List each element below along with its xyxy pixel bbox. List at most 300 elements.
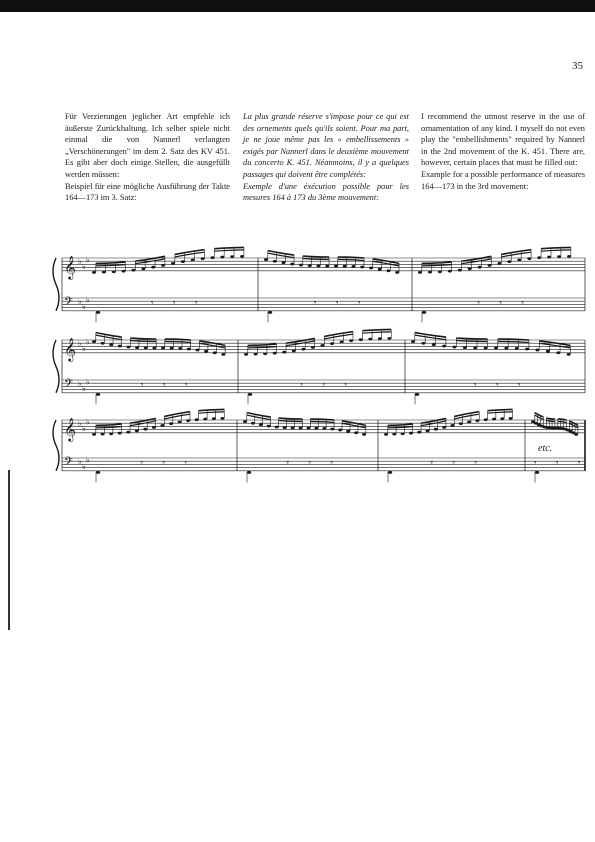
note-beam <box>255 417 263 419</box>
note-head <box>178 421 182 424</box>
note-head <box>442 345 446 348</box>
note-beam <box>415 333 425 335</box>
key-signature-flat: ♭ <box>78 297 82 307</box>
rest: 𝄾 <box>141 381 144 391</box>
note-beam <box>164 417 173 419</box>
note-head <box>500 417 504 420</box>
french-text-column <box>243 111 409 204</box>
note-head <box>311 346 315 349</box>
note-beam <box>255 414 263 416</box>
note-head <box>178 347 182 350</box>
note-head <box>259 423 263 426</box>
rest: 𝄾 <box>162 459 165 469</box>
bass-note <box>388 471 392 474</box>
note-head <box>343 265 347 268</box>
note-beam <box>199 413 208 414</box>
note-beam <box>373 261 382 262</box>
note-head <box>453 346 457 349</box>
note-beam <box>175 253 185 255</box>
note-head <box>525 348 529 351</box>
note-head <box>411 340 415 343</box>
english-text-column <box>421 111 585 192</box>
rest: 𝄾 <box>185 381 188 391</box>
note-head <box>267 425 271 428</box>
note-head <box>299 264 303 267</box>
note-head <box>171 262 175 265</box>
rest: 𝄾 <box>173 299 176 309</box>
note-head <box>463 346 467 349</box>
note-head <box>144 346 148 349</box>
system-brace <box>53 258 59 311</box>
note-beam <box>572 425 575 427</box>
note-beam <box>199 410 208 411</box>
key-signature-flat: ♭ <box>86 295 90 305</box>
note-head <box>230 255 234 258</box>
rest: 𝄾 <box>499 299 502 309</box>
note-beam <box>358 424 366 426</box>
note-beam <box>324 337 334 339</box>
note-head <box>459 422 463 425</box>
note-beam <box>550 345 560 347</box>
note-head <box>317 264 321 267</box>
system-brace <box>53 340 59 393</box>
note-head <box>307 427 311 430</box>
note-beam <box>173 413 182 415</box>
note-head <box>369 267 373 270</box>
note-beam <box>181 414 190 415</box>
treble-clef: 𝄞 <box>64 254 76 279</box>
note-head <box>504 347 508 350</box>
note-beam <box>521 250 531 251</box>
note-head <box>191 259 195 262</box>
note-beam <box>442 265 452 266</box>
note-head <box>102 271 106 274</box>
note-head <box>112 270 116 273</box>
note-head <box>204 350 208 353</box>
note-head <box>126 431 130 434</box>
note-head <box>334 265 338 268</box>
note-head <box>220 256 224 259</box>
rest: 𝄾 <box>286 459 289 469</box>
note-head <box>484 418 488 421</box>
note-head <box>92 433 96 436</box>
note-beam <box>267 347 277 348</box>
note-head <box>509 417 513 420</box>
bass-note <box>422 311 426 314</box>
note-head <box>290 263 294 266</box>
rest: 𝄾 <box>140 459 143 469</box>
note-beam <box>564 422 567 423</box>
note-head <box>152 347 156 350</box>
note-beam <box>541 416 544 417</box>
note-beam <box>195 252 205 253</box>
key-signature-flat: ♭ <box>86 337 90 347</box>
note-beam <box>471 414 479 415</box>
rest: 𝄾 <box>534 459 537 469</box>
rest: 𝄾 <box>474 381 477 391</box>
rest: 𝄾 <box>477 299 480 309</box>
note-beam <box>326 419 334 420</box>
note-head <box>170 347 174 350</box>
note-beam <box>429 420 437 422</box>
bass-clef: 𝄢 <box>64 377 74 394</box>
note-head <box>314 427 318 430</box>
bass-note <box>535 471 539 474</box>
key-signature-flat: ♭ <box>78 379 82 389</box>
note-beam <box>535 413 538 415</box>
note-beam <box>326 422 334 423</box>
note-head <box>401 432 405 435</box>
note-beam <box>214 248 224 249</box>
bass-note <box>415 393 419 396</box>
note-head <box>101 342 105 345</box>
rest: 𝄾 <box>556 459 559 469</box>
note-beam <box>436 336 446 337</box>
key-signature-flat: ♭ <box>82 262 86 271</box>
note-beam <box>454 415 462 417</box>
note-head <box>282 351 286 354</box>
note-beam <box>382 260 391 262</box>
key-signature-flat: ♭ <box>86 377 90 387</box>
note-head <box>212 417 216 420</box>
note-beam <box>164 415 173 417</box>
note-head <box>301 348 305 351</box>
note-head <box>135 346 139 349</box>
key-signature-flat: ♭ <box>82 344 86 353</box>
note-beam <box>208 342 217 344</box>
note-head <box>152 426 156 429</box>
note-head <box>330 342 334 345</box>
top-black-bar <box>0 0 595 12</box>
note-beam <box>521 252 531 253</box>
note-beam <box>415 335 425 337</box>
note-beam <box>382 263 391 265</box>
note-beam <box>343 332 353 333</box>
rest: 𝄾 <box>521 299 524 309</box>
note-head <box>488 264 492 267</box>
note-head <box>254 353 258 356</box>
note-head <box>346 430 350 433</box>
note-head <box>467 421 471 424</box>
rest: 𝄾 <box>358 299 361 309</box>
note-head <box>527 257 531 260</box>
note-beam <box>334 333 344 335</box>
note-head <box>275 426 279 429</box>
rest: 𝄾 <box>518 381 521 391</box>
note-head <box>473 346 477 349</box>
note-beam <box>285 256 294 257</box>
note-head <box>127 346 131 349</box>
key-signature-flat: ♭ <box>82 384 86 393</box>
note-head <box>426 429 430 432</box>
note-beam <box>130 338 139 339</box>
note-beam <box>147 421 156 423</box>
bass-clef: 𝄢 <box>64 455 74 472</box>
note-beam <box>268 251 277 253</box>
note-head <box>484 347 488 350</box>
note-beam <box>116 265 126 266</box>
note-head <box>492 418 496 421</box>
note-beam <box>104 334 113 336</box>
note-beam <box>471 412 479 413</box>
note-head <box>498 262 502 265</box>
note-beam <box>436 338 446 339</box>
note-beam <box>185 251 195 253</box>
note-head <box>321 344 325 347</box>
note-beam <box>277 255 286 257</box>
note-beam <box>390 262 399 264</box>
note-head <box>434 428 438 431</box>
note-beam <box>539 343 549 344</box>
note-beam <box>373 259 382 260</box>
rest: 𝄾 <box>300 381 303 391</box>
note-head <box>378 268 382 271</box>
note-head <box>567 255 571 258</box>
note-beam <box>560 344 570 346</box>
note-head <box>161 347 165 350</box>
english-example-caption: Example for a possible performance of measures 164—173 in the 3rd movement: <box>421 169 585 191</box>
note-beam <box>303 256 312 257</box>
note-head <box>132 269 136 272</box>
note-beam <box>286 344 296 345</box>
note-head <box>557 255 561 258</box>
note-beam <box>355 260 364 261</box>
note-beam <box>334 336 344 338</box>
key-signature-flat: ♭ <box>82 462 86 471</box>
note-head <box>438 270 442 273</box>
note-head <box>517 259 521 262</box>
note-head <box>211 256 215 259</box>
key-signature-flat: ♭ <box>78 419 82 429</box>
note-beam <box>519 339 529 340</box>
note-head <box>354 431 358 434</box>
rest: 𝄾 <box>308 459 311 469</box>
music-score <box>0 240 595 500</box>
bass-note <box>268 311 272 314</box>
note-head <box>340 341 344 344</box>
note-beam <box>104 337 113 339</box>
note-beam <box>539 341 549 342</box>
note-beam <box>456 341 466 342</box>
note-beam <box>247 413 255 415</box>
note-beam <box>113 338 122 339</box>
note-beam <box>538 414 541 416</box>
note-head <box>418 271 422 274</box>
note-head <box>141 267 145 270</box>
note-beam <box>96 333 105 335</box>
note-beam <box>564 419 567 420</box>
note-head <box>475 419 479 422</box>
note-head <box>515 347 519 350</box>
note-head <box>101 433 105 436</box>
note-beam <box>305 341 315 343</box>
key-signature-flat: ♭ <box>82 424 86 433</box>
note-beam <box>181 412 190 413</box>
note-head <box>109 343 113 346</box>
rest: 𝄾 <box>336 299 339 309</box>
note-head <box>118 345 122 348</box>
note-beam <box>363 330 373 331</box>
rest: 𝄾 <box>578 459 581 469</box>
note-head <box>448 270 452 273</box>
note-beam <box>208 345 217 347</box>
note-head <box>221 353 225 356</box>
key-signature-flat: ♭ <box>78 257 82 267</box>
rest: 𝄾 <box>151 299 154 309</box>
note-beam <box>425 334 435 336</box>
german-text-column <box>65 111 230 204</box>
note-beam <box>182 339 191 340</box>
note-head <box>92 271 96 274</box>
note-head <box>451 424 455 427</box>
note-head <box>143 428 147 431</box>
note-beam <box>569 421 572 422</box>
note-beam <box>285 254 294 255</box>
note-head <box>195 418 199 421</box>
note-head <box>213 351 217 354</box>
note-head <box>368 338 372 341</box>
page-number: 35 <box>572 60 583 72</box>
key-signature-flat: ♭ <box>86 255 90 265</box>
note-head <box>546 350 550 353</box>
note-beam <box>404 424 412 425</box>
note-beam <box>113 427 122 428</box>
english-paragraph: I recommend the utmost reserve in the use of ornamentation of any kind. I myself do not even play the "embellishments" required by Nannerl in the 2nd movement of the K. 451. There are, however, certain places that must be filled out: <box>421 112 585 168</box>
note-head <box>291 426 295 429</box>
key-signature-flat: ♭ <box>86 455 90 465</box>
note-head <box>494 347 498 350</box>
note-head <box>264 258 268 261</box>
note-beam <box>279 418 287 419</box>
note-beam <box>463 416 471 418</box>
note-beam <box>535 415 538 417</box>
note-head <box>273 260 277 263</box>
note-head <box>468 267 472 270</box>
note-head <box>181 260 185 263</box>
note-beam <box>175 255 185 257</box>
bass-note <box>96 311 100 314</box>
key-signature-flat: ♭ <box>86 417 90 427</box>
note-beam <box>155 259 165 261</box>
note-beam <box>463 413 471 415</box>
note-beam <box>217 344 226 346</box>
rest: 𝄾 <box>496 381 499 391</box>
margin-rule <box>8 470 10 630</box>
note-beam <box>195 250 205 251</box>
note-beam <box>501 253 511 255</box>
key-signature-flat: ♭ <box>78 457 82 467</box>
note-beam <box>363 333 373 334</box>
note-head <box>92 340 96 343</box>
note-head <box>308 264 312 267</box>
note-head <box>322 427 326 430</box>
note-beam <box>185 254 195 256</box>
note-beam <box>199 343 208 344</box>
note-beam <box>541 248 551 249</box>
german-paragraph: Für Verzierungen jeglicher Art empfehle ich äußerste Zurückhaltung. Ich selber spiele nicht einmal die von Nannerl verlangten „Verschönerungen" im dem 2. Satz des KV 451. Es gibt aber doch einige Stellen, die ausgefüllt werden müssen: <box>65 112 230 179</box>
note-beam <box>267 344 277 345</box>
note-beam <box>471 258 481 260</box>
note-head <box>251 422 255 425</box>
note-head <box>299 427 303 430</box>
note-beam <box>342 423 350 424</box>
note-beam <box>303 259 312 260</box>
note-head <box>352 265 356 268</box>
note-head <box>283 426 287 429</box>
note-beam <box>279 421 287 422</box>
note-head <box>574 433 578 436</box>
note-beam <box>263 416 271 417</box>
note-head <box>567 353 571 356</box>
note-head <box>273 352 277 355</box>
note-beam <box>421 424 429 425</box>
note-head <box>169 422 173 425</box>
note-head <box>325 265 329 268</box>
note-beam <box>538 417 541 419</box>
note-beam <box>268 253 277 255</box>
note-head <box>240 255 244 258</box>
note-beam <box>541 418 544 419</box>
note-beam <box>488 410 496 411</box>
note-beam <box>569 423 572 424</box>
note-head <box>387 269 391 272</box>
note-beam <box>145 258 155 260</box>
note-head <box>478 266 482 269</box>
note-beam <box>263 418 271 419</box>
note-head <box>409 432 413 435</box>
key-signature-flat: ♭ <box>78 339 82 349</box>
rest: 𝄾 <box>184 459 187 469</box>
note-head <box>349 339 353 342</box>
note-beam <box>350 422 358 424</box>
bass-note <box>96 393 100 396</box>
note-beam <box>456 338 466 339</box>
note-beam <box>113 424 122 425</box>
note-beam <box>481 259 491 261</box>
bass-note <box>248 393 252 396</box>
rest: 𝄾 <box>344 381 347 391</box>
note-beam <box>199 341 208 342</box>
note-head <box>442 426 446 429</box>
note-head <box>392 433 396 436</box>
note-head <box>432 343 436 346</box>
note-beam <box>135 262 145 263</box>
note-head <box>161 424 165 427</box>
note-beam <box>511 251 521 253</box>
note-beam <box>96 335 105 337</box>
note-beam <box>173 416 182 418</box>
note-beam <box>550 342 560 344</box>
note-head <box>196 349 200 352</box>
note-beam <box>113 336 122 337</box>
note-head <box>547 256 551 259</box>
note-beam <box>139 420 148 422</box>
note-head <box>203 418 207 421</box>
note-beam <box>541 251 551 252</box>
note-head <box>135 429 139 432</box>
note-beam <box>519 342 529 343</box>
note-beam <box>575 424 578 426</box>
note-head <box>109 432 113 435</box>
note-head <box>387 337 391 340</box>
note-head <box>395 271 399 274</box>
rest: 𝄾 <box>322 381 325 391</box>
note-head <box>421 342 425 345</box>
note-head <box>263 352 267 355</box>
german-example-caption: Beispiel für eine mögliche Ausführung der Takte 164—173 im 3. Satz: <box>65 181 230 203</box>
note-head <box>244 353 248 356</box>
system-brace <box>53 420 59 471</box>
